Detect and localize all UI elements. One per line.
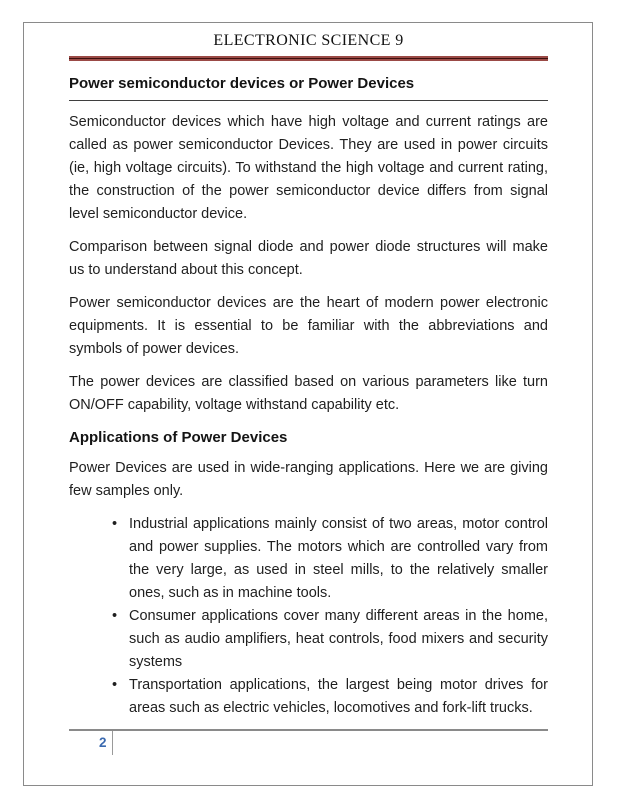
header-accent-rule (69, 56, 548, 61)
paragraph-classification: The power devices are classified based on various parameters like turn ON/OFF capability, voltage withstand capability etc. (69, 374, 548, 413)
bullet-icon: • (112, 677, 118, 693)
document-page (23, 22, 593, 786)
bullet-icon: • (112, 608, 118, 624)
applications-bullet-list (69, 513, 548, 720)
footer-divider (112, 731, 114, 755)
page-title: ELECTRONIC SCIENCE 9 (213, 32, 404, 49)
list-item-consumer (112, 605, 548, 674)
paragraph-semiconductor-definition: Semiconductor devices which have high voltage and current ratings are called as power semiconductor Devices. They are used in power circuits (ie, high voltage circuits). To withstand the high voltage and current rating, the construction of the power semiconductor device differs from signal level semiconductor device. (69, 114, 548, 222)
bullet-icon: • (112, 516, 118, 532)
list-item-industrial (112, 513, 548, 605)
list-item-text: Transportation applications, the largest being motor drives for areas such as electric vehicles, locomotives and fork-lift trucks. (129, 677, 548, 716)
paragraph-heart-of-power: Power semiconductor devices are the heart of modern power electronic equipments. It is essential to be familiar with the abbreviations and symbols of power devices. (69, 295, 548, 357)
paragraph-applications-intro: Power Devices are used in wide-ranging applications. Here we are giving few samples only. (69, 460, 548, 499)
section-heading: Power semiconductor devices or Power Devices (69, 74, 548, 101)
list-item-transportation (112, 674, 548, 720)
footer-row (69, 731, 548, 755)
page-number: 2 (99, 735, 107, 750)
list-item-text: Industrial applications mainly consist of two areas, motor control and power supplies. The motors which are controlled vary from the very large, as used in steel mills, to the relatively smaller ones, such as in machine tools. (129, 516, 548, 601)
list-item-text: Consumer applications cover many different areas in the home, such as audio amplifiers, heat controls, food mixers and security systems (129, 608, 548, 670)
subheading-applications: Applications of Power Devices (69, 429, 288, 446)
page-footer (69, 729, 548, 755)
paragraph-comparison: Comparison between signal diode and power diode structures will make us to understand about this concept. (69, 239, 548, 278)
